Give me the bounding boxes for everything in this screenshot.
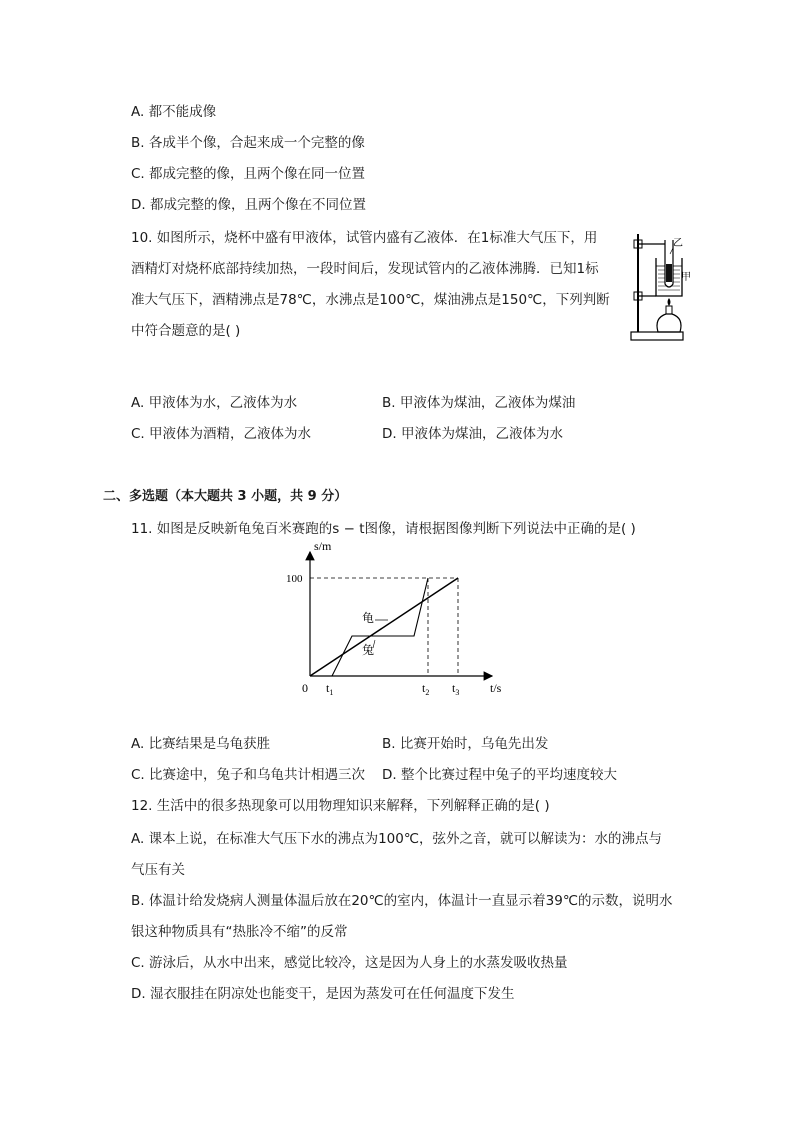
- label-jia: 甲: [681, 272, 691, 283]
- tick-t1: $t_1$: [326, 681, 334, 697]
- q11-option-c: C. 比赛途中，兔子和乌龟共计相遇三次: [131, 767, 366, 783]
- q10-apparatus-figure: [628, 228, 691, 344]
- q12-stem: 12. 生活中的很多热现象可以用物理知识来解释，下列解释正确的是( ): [131, 798, 550, 814]
- q12-option-a-line-1: A. 课本上说，在标准大气压下水的沸点为100℃，弦外之音，就可以解读为：水的沸点与: [131, 831, 663, 847]
- stand-base: [631, 332, 683, 340]
- q10-stem-line-4: 中符合题意的是( ): [131, 323, 241, 339]
- q11-stem: 11. 如图是反映新龟兔百米赛跑的s − t图像，请根据图像判断下列说法中正确的是( ): [131, 521, 636, 537]
- q10-option-c: C. 甲液体为酒精，乙液体为水: [131, 426, 312, 442]
- q9-option-a: A. 都不能成像: [131, 104, 217, 120]
- y-tick-100: 100: [286, 573, 303, 585]
- q9-option-c: C. 都成完整的像，且两个像在同一位置: [131, 166, 366, 182]
- origin-label: 0: [302, 681, 308, 695]
- tick-t2: $t_2$: [422, 681, 430, 697]
- q10-option-d: D. 甲液体为煤油，乙液体为水: [382, 426, 563, 442]
- tick-t3: $t_3$: [452, 681, 460, 697]
- q11-option-d: D. 整个比赛过程中兔子的平均速度较大: [382, 767, 617, 783]
- q12-option-a-line-2: 气压有关: [131, 862, 185, 878]
- q12-option-b-line-1: B. 体温计给发烧病人测量体温后放在20℃的室内，体温计一直显示着39℃的示数，说明水: [131, 893, 673, 909]
- y-axis-label: s/m: [314, 539, 332, 553]
- q10-stem-line-3: 准大气压下，酒精沸点是78℃，水沸点是100℃，煤油沸点是150℃，下列判断: [131, 292, 610, 308]
- q11-option-b: B. 比赛开始时，乌龟先出发: [382, 736, 549, 752]
- x-axis-label: t/s: [490, 681, 502, 695]
- section-2-heading: 二、多选题（本大题共 3 小题，共 9 分）: [103, 489, 348, 504]
- q11-option-a: A. 比赛结果是乌龟获胜: [131, 736, 271, 752]
- rabbit-label: 兔: [362, 643, 375, 657]
- rabbit-line: [332, 578, 428, 676]
- q12-option-d: D. 湿衣服挂在阴凉处也能变干，是因为蒸发可在任何温度下发生: [131, 986, 515, 1002]
- q12-option-c: C. 游泳后，从水中出来，感觉比较冷，这是因为人身上的水蒸发吸收热量: [131, 955, 568, 971]
- turtle-line: [310, 578, 458, 676]
- q10-stem-line-1: 10. 如图所示，烧杯中盛有甲液体，试管内盛有乙液体．在1标准大气压下，用: [131, 230, 598, 246]
- q10-stem-line-2: 酒精灯对烧杯底部持续加热，一段时间后，发现试管内的乙液体沸腾．已知1标: [131, 261, 599, 277]
- q11-st-graph: [280, 540, 510, 700]
- q10-option-b: B. 甲液体为煤油，乙液体为煤油: [382, 395, 576, 411]
- q10-option-a: A. 甲液体为水，乙液体为水: [131, 395, 298, 411]
- alcohol-lamp: [657, 314, 681, 332]
- label-yi: 乙: [673, 238, 683, 249]
- turtle-label: 龟: [362, 611, 375, 625]
- q9-option-d: D. 都成完整的像，且两个像在不同位置: [131, 197, 366, 213]
- q9-option-b: B. 各成半个像，合起来成一个完整的像: [131, 135, 365, 151]
- q12-option-b-line-2: 银这种物质具有“热胀冷不缩”的反常: [131, 924, 348, 940]
